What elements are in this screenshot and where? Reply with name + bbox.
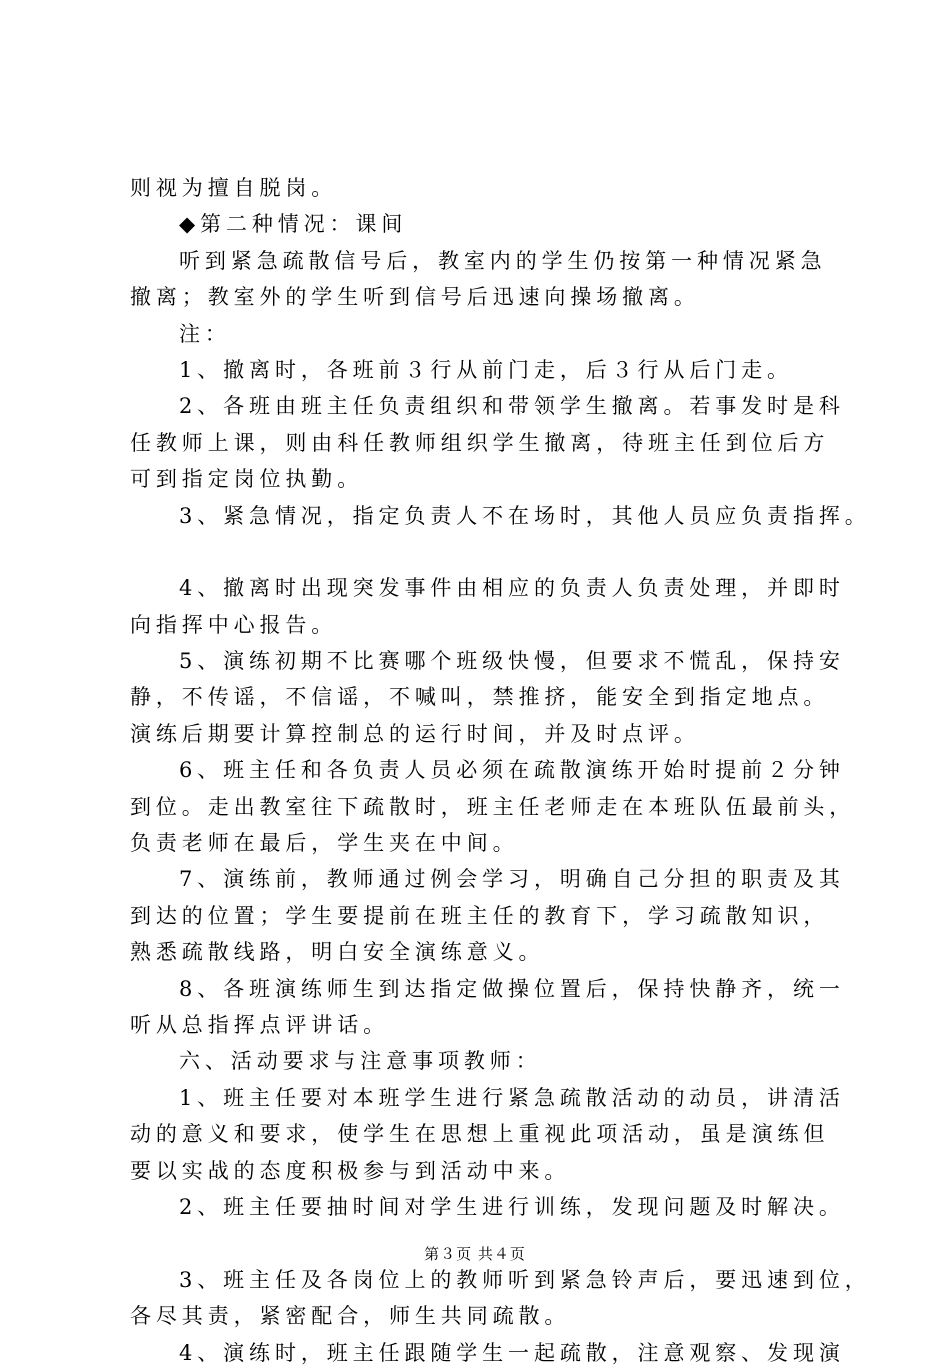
text-line: 到达的位置；学生要提前在班主任的教育下，学习疏散知识， [130,903,830,928]
text-line: 听从总指挥点评讲话。 [130,1012,389,1037]
text-line: 到位。走出教室往下疏散时，班主任老师走在本班队伍最前头， [130,794,856,819]
blank-line [130,534,835,570]
text-line: 4、演练时，班主任跟随学生一起疏散，注意观察、发现演 [179,1340,845,1365]
text-line: 熟悉疏散线路，明白安全演练意义。 [130,940,545,965]
text-line: 各尽其责，紧密配合，师生共同疏散。 [130,1304,571,1329]
text-line: 8、各班演练师生到达指定做操位置后，保持快静齐，统一 [179,976,845,1001]
text-line: 则视为擅自脱岗。 [130,176,338,200]
text-line: 任教师上课，则由科任教师组织学生撤离，待班主任到位后方 [130,430,830,455]
text-line: 负责老师在最后，学生夹在中间。 [130,831,519,856]
text-line: 5、演练初期不比赛哪个班级快慢，但要求不慌乱，保持安 [179,649,845,674]
text-line: 向指挥中心报告。 [130,612,338,637]
text-line: 1、撤离时，各班前３行从前门走，后３行从后门走。 [179,357,793,382]
text-line: 要以实战的态度积极参与到活动中来。 [130,1158,571,1183]
text-line: 动的意义和要求，使学生在思想上重视此项活动，虽是演练但 [130,1122,830,1147]
text-line: 3、紧急情况，指定负责人不在场时，其他人员应负责指挥。 [179,503,871,528]
document-body [130,170,871,1371]
text-line: 2、各班由班主任负责组织和带领学生撤离。若事发时是科 [179,394,845,419]
text-line: 可到指定岗位执勤。 [130,467,364,492]
text-line: 1、班主任要对本班学生进行紧急疏散活动的动员，讲清活 [179,1085,845,1110]
section-heading: 六、活动要求与注意事项教师： [179,1049,542,1074]
text-line: 3、班主任及各岗位上的教师听到紧急铃声后，要迅速到位， [179,1267,871,1292]
note-heading: 注： [179,321,231,346]
text-line: 演练后期要计算控制总的运行时间，并及时点评。 [130,721,700,746]
text-line: 7、演练前，教师通过例会学习，明确自己分担的职责及其 [179,867,845,892]
text-line: 2、班主任要抽时间对学生进行训练，发现问题及时解决。 [179,1194,845,1219]
page-footer: 第３页 共４页 [424,1245,526,1263]
text-line: 静，不传谣，不信谣，不喊叫，禁推挤，能安全到指定地点。 [130,685,830,710]
text-line: 撤离；教室外的学生听到信号后迅速向操场撤离。 [130,285,700,310]
text-line: 6、班主任和各负责人员必须在疏散演练开始时提前２分钟 [179,758,845,783]
text-line: 4、撤离时出现突发事件由相应的负责人负责处理，并即时 [179,576,845,601]
text-line: 听到紧急疏散信号后，教室内的学生仍按第一种情况紧急 [179,248,827,273]
section-heading: ◆第二种情况：课间 [179,212,408,237]
